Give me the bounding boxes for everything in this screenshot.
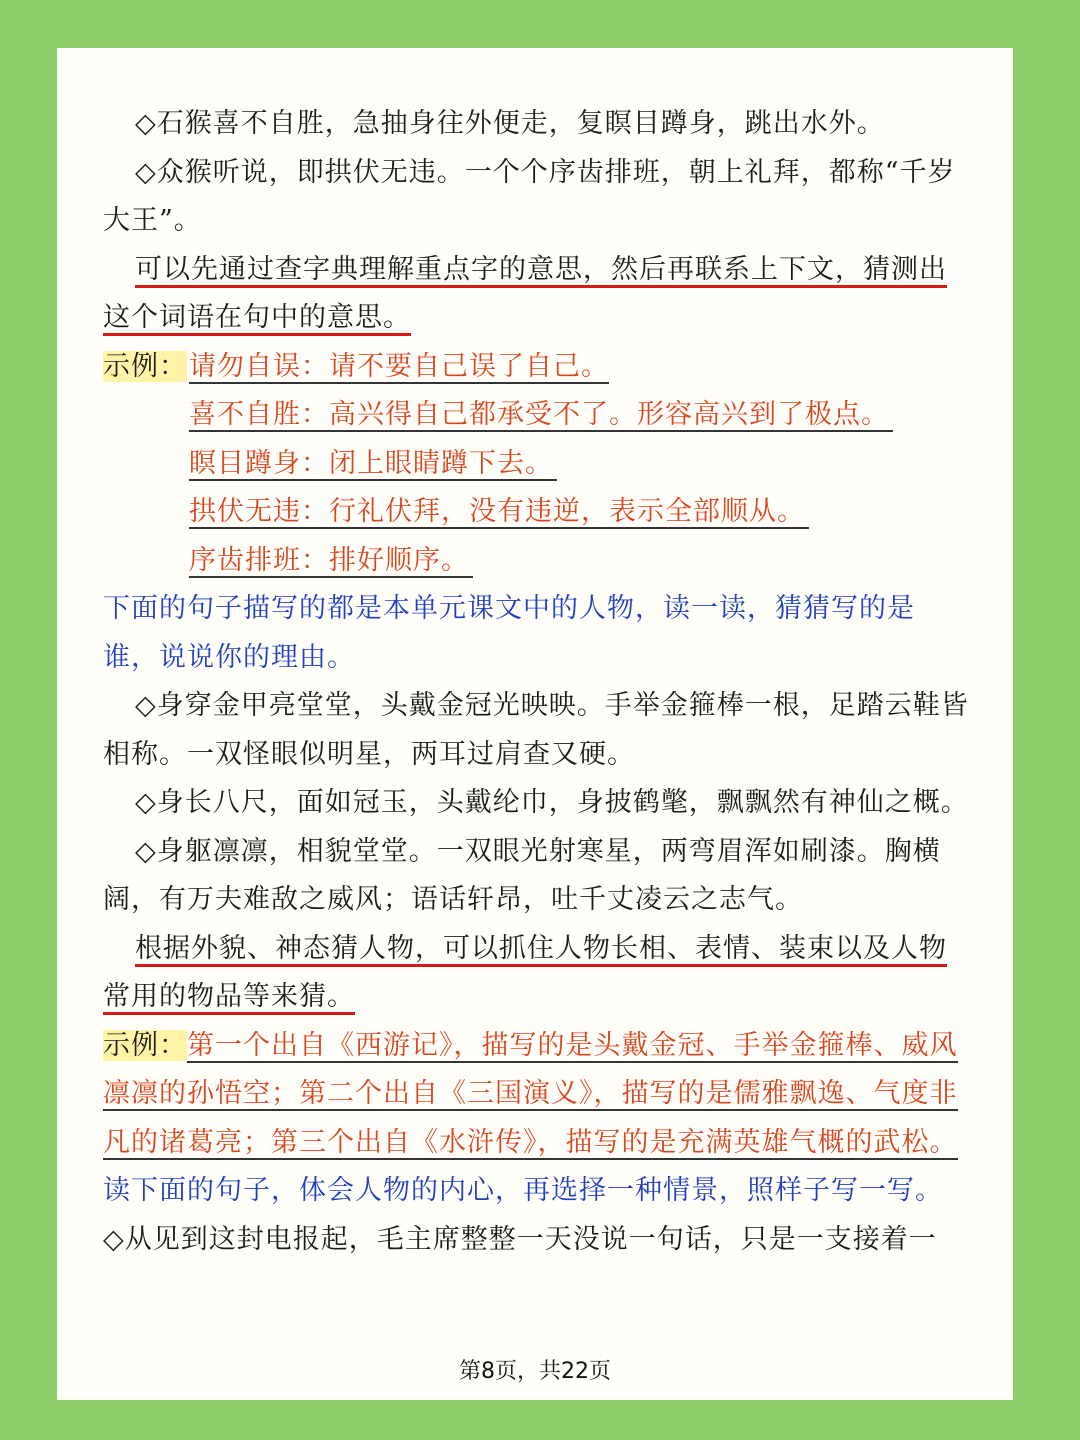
sentence-3: ◇身躯凛凛，相貌堂堂。一双眼光射寒星，两弯眉浑如刷漆。胸横阔，有万夫难敌之威风；语话轩昂，吐千丈凌云之志气。 bbox=[103, 835, 941, 915]
question-3: 读下面的句子，体会人物的内心，再选择一种情景，照样子写一写。 bbox=[103, 1175, 943, 1206]
page-content bbox=[103, 100, 969, 1264]
example-row-4 bbox=[103, 488, 969, 537]
page-number: 第8页，共22页 bbox=[459, 1359, 611, 1384]
example-1: 请勿自误：请不要自己误了自己。 bbox=[189, 350, 609, 382]
example-answer: 第一个出自《西游记》，描写的是头戴金冠、手举金箍棒、威风凛凛的孙悟空；第二个出自《三国演义》，描写的是儒雅飘逸、气度非凡的诸葛亮；第三个出自《水浒传》，描写的是充满英雄气概的武松。 bbox=[103, 1029, 958, 1158]
example-2: 喜不自胜：高兴得自己都承受不了。形容高兴到了极点。 bbox=[189, 399, 893, 432]
quote-line-1: ◇石猴喜不自胜，急抽身往外便走，复瞑目蹲身，跳出水外。 bbox=[135, 108, 885, 139]
sentence-1: ◇身穿金甲亮堂堂，头戴金冠光映映。手举金箍棒一根，足踏云鞋皆相称。一双怪眼似明星，两耳过肩查又硬。 bbox=[103, 690, 969, 770]
sentence-4: ◇从见到这封电报起，毛主席整整一天没说一句话，只是一支接着一 bbox=[103, 1223, 937, 1255]
example-row-5 bbox=[103, 537, 969, 586]
tip-1 bbox=[103, 246, 969, 343]
example-row-1 bbox=[103, 343, 969, 392]
tip-1-text: 可以先通过查字典理解重点字的意思，然后再联系上下文，猜测出这个词语在句中的意思。 bbox=[103, 254, 947, 337]
example-row-3 bbox=[103, 440, 969, 489]
document-page bbox=[57, 48, 1013, 1400]
tip-2 bbox=[103, 925, 969, 1022]
example-label: 示例： bbox=[103, 350, 187, 382]
example-3: 瞑目蹲身：闭上眼睛蹲下去。 bbox=[189, 448, 557, 481]
example-4: 拱伏无违：行礼伏拜，没有违逆，表示全部顺从。 bbox=[189, 496, 809, 529]
example-5: 序齿排班：排好顺序。 bbox=[189, 545, 473, 578]
quote-line-2: ◇众猴听说，即拱伏无违。一个个序齿排班，朝上礼拜，都称“千岁大王”。 bbox=[103, 156, 956, 236]
example-label-2: 示例： bbox=[103, 1029, 187, 1061]
example-answer-row bbox=[103, 1022, 969, 1168]
question-2: 下面的句子描写的都是本单元课文中的人物，读一读，猜猜写的是谁，说说你的理由。 bbox=[103, 593, 915, 673]
tip-2-text: 根据外貌、神态猜人物，可以抓住人物长相、表情、装束以及人物常用的物品等来猜。 bbox=[103, 933, 947, 1016]
sentence-2: ◇身长八尺，面如冠玉，头戴纶巾，身披鹤氅，飘飘然有神仙之概。 bbox=[135, 787, 969, 818]
example-row-2 bbox=[103, 391, 969, 440]
